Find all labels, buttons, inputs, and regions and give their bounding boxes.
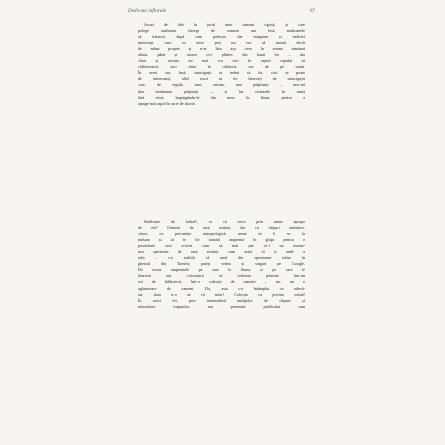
text-line: Jocuri de idei în jurul unor oameni rigosă, și care [144, 22, 305, 27]
text-line: câroa, cu precumție antropologică, urma să li se la [138, 231, 305, 237]
running-head: Dedicate inflorale [128, 9, 167, 14]
text-line: soi de bibliotecă, într-o colecție de oameni – nu, nu o [138, 279, 305, 285]
page-header [0, 9, 445, 19]
text-line: polege stadioane întregi de oameni sau lasă stadioanele [138, 28, 305, 34]
text-line: trăit – s-a stabilit că unul din specimene trăise în [138, 255, 305, 261]
text-line: chiar și aceștia nu mai vor nici în ruptul capului să [138, 58, 305, 64]
text-line: Stadioane de fotbal?, ce vă trece prin minte apropo [144, 219, 305, 224]
text-line: de mâna proprie și n-ar lăsa așa ceva în seama nimănui [138, 46, 305, 52]
text-line: ghetoul din Tarnów, puteți vedea și singuri pe Google. [138, 261, 305, 267]
text-line: De aceea amprentele pe care le lăsase și pe care le [138, 267, 305, 273]
text-line: interesați, care cu orice preț nu vor să moară decât [138, 40, 305, 46]
text-line: măsura și să le fie turnată amprenta în ghips pentru o [138, 237, 305, 243]
text-line: altuia, până și otrava și-o plătesc din banii lor – dar [138, 52, 305, 58]
text-line: posteritate care n-avea cum să mai știe ce-i un aseme- [138, 243, 305, 249]
text-line: rat, doar n-o să vă mint! Colecția cu pricina există! [138, 291, 305, 297]
text-line: de interesanți, alfel riscă să fie întreceți de sinucigașii [138, 76, 305, 82]
text-line: de ele? Oameni de rasă străină, dar cu chipuri autentice, [138, 225, 305, 231]
text-line: care, de regulă, sunt oricum mai palpitanți – mie-mi [138, 82, 305, 88]
page-number: 67 [310, 9, 315, 14]
text-line: În acest fel, prin intermediul mulajelor de chipuri și [138, 297, 305, 303]
text-line: nea specimen de rasă străină, cum arată el și unde a [138, 249, 305, 255]
text-line: aglomerare de oameni. Da, asta s-a întâmplat cu adevă- [138, 285, 305, 291]
text-line: dau tendeauna palpitații –, și las victimele în urmă [138, 88, 305, 94]
paragraph-2 [138, 219, 305, 310]
text-line: lăsaseră toți colocatarii să trebuiau păstrate într-un [138, 273, 305, 279]
text-line: ajunge mai rapid în carte de istorie. [138, 100, 196, 106]
paragraph-1 [138, 22, 305, 107]
text-line: În acest caz, însă, sinucigașii ar trebui să fie, căci se poate [138, 70, 305, 76]
text-line: să trăiască, după cum poftește, dar imaginez și indivizi [138, 34, 305, 40]
text-line: măsurători trupurilor, am prezentat publicului cum [138, 303, 305, 309]
text-line: călătorească, nici chiar în călătoria cea de pe urmă. [138, 64, 305, 70]
text-line: fără efort, împingându-le din mers în lături, pentru a [138, 94, 305, 100]
